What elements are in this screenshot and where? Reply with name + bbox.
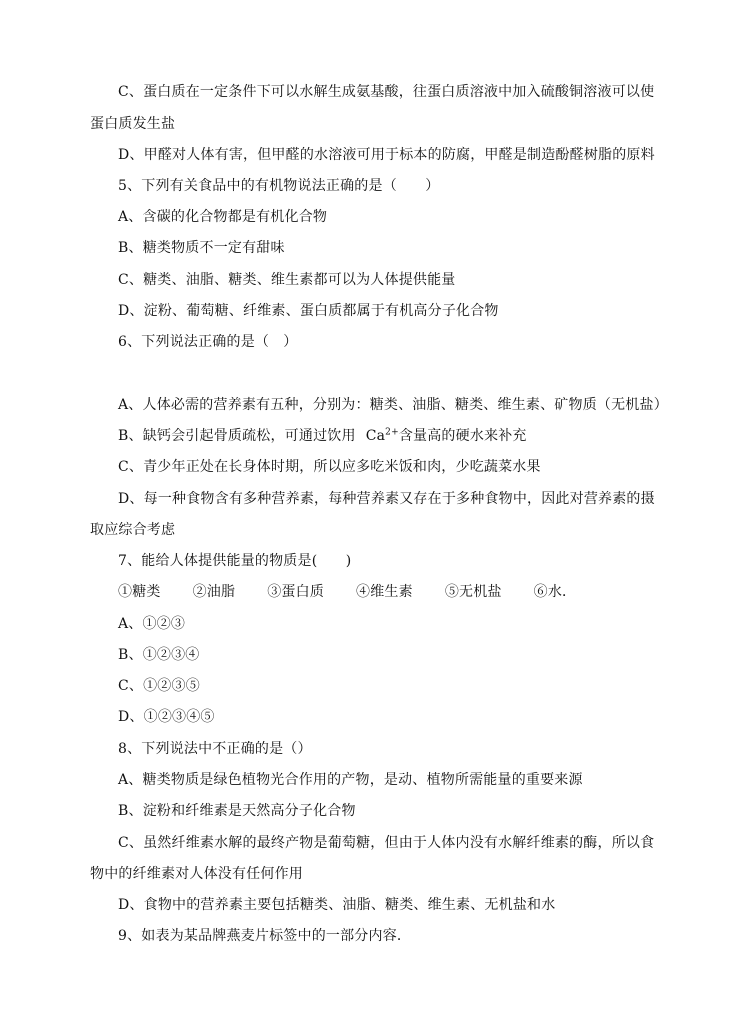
q7-option-a: A、①②③ [118,616,186,632]
q5-option-c: C、糖类、油脂、糖类、维生素都可以为人体提供能量 [118,272,456,288]
q7-stem: 7、能给人体提供能量的物质是( ) [118,553,352,569]
q6-option-d-line1: D、每一种食物含有多种营养素，每种营养素又存在于多种食物中，因此对营养素的摄 [118,491,655,507]
q7-option-d: D、①②③④⑤ [118,709,215,725]
q5-option-a: A、含碳的化合物都是有机化合物 [118,209,328,225]
q7-item: ①糖类 [118,584,161,600]
q7-item: ⑥水． [533,584,577,600]
q4-option-c-line2: 蛋白质发生盐 [90,116,176,132]
q8-option-c-line2: 物中的纤维素对人体没有任何作用 [90,866,303,882]
q8-option-d: D、食物中的营养素主要包括糖类、油脂、糖类、维生素、无机盐和水 [118,897,556,913]
q6-option-b-ion: Ca [365,428,386,444]
q8-option-b: B、淀粉和纤维素是天然高分子化合物 [118,803,356,819]
q8-option-c-line1: C、虽然纤维素水解的最终产物是葡萄糖，但由于人体内没有水解纤维素的酶，所以食 [118,835,655,851]
q7-items [118,582,576,602]
q6-option-a: A、人体必需的营养素有五种，分别为：糖类、油脂、糖类、维生素、矿物质（无机盐） [118,397,668,413]
q7-option-b: B、①②③④ [118,647,200,663]
q6-option-d-line2: 取应综合考虑 [90,522,176,538]
q6-option-b-pre: B、缺钙会引起骨质疏松，可通过饮用 [118,428,356,444]
q9-stem: 9、如表为某品牌燕麦片标签中的一部分内容． [118,928,412,944]
q7-option-c: C、①②③⑤ [118,678,200,694]
q4-option-c-line1: C、蛋白质在一定条件下可以水解生成氨基酸，往蛋白质溶液中加入硫酸铜溶液可以使 [118,84,655,100]
q7-item: ②油脂 [192,584,236,600]
q6-option-c: C、青少年正处在长身体时期，所以应多吃米饭和肉，少吃蔬菜水果 [118,459,541,475]
q7-item: ③蛋白质 [267,584,325,600]
q6-option-b [118,426,527,446]
q8-stem: 8、下列说法中不正确的是（） [118,741,312,757]
q4-option-d: D、甲醛对人体有害，但甲醛的水溶液可用于标本的防腐，甲醛是制造酚醛树脂的原料 [118,147,655,163]
q6-stem: 6、下列说法正确的是（ ） [118,334,298,350]
q5-option-d: D、淀粉、葡萄糖、纤维素、蛋白质都属于有机高分子化合物 [118,303,499,319]
q7-item: ⑤无机盐 [444,584,502,600]
q7-item: ④维生素 [356,584,413,600]
q8-option-a: A、糖类物质是绿色植物光合作用的产物，是动、植物所需能量的重要来源 [118,772,583,788]
q6-option-b-charge: 2+ [385,427,399,438]
q6-option-b-post: 含量高的硬水来补充 [398,428,527,444]
q5-stem: 5、下列有关食品中的有机物说法正确的是（ ） [118,178,440,194]
q5-option-b: B、糖类物质不一定有甜味 [118,240,285,256]
